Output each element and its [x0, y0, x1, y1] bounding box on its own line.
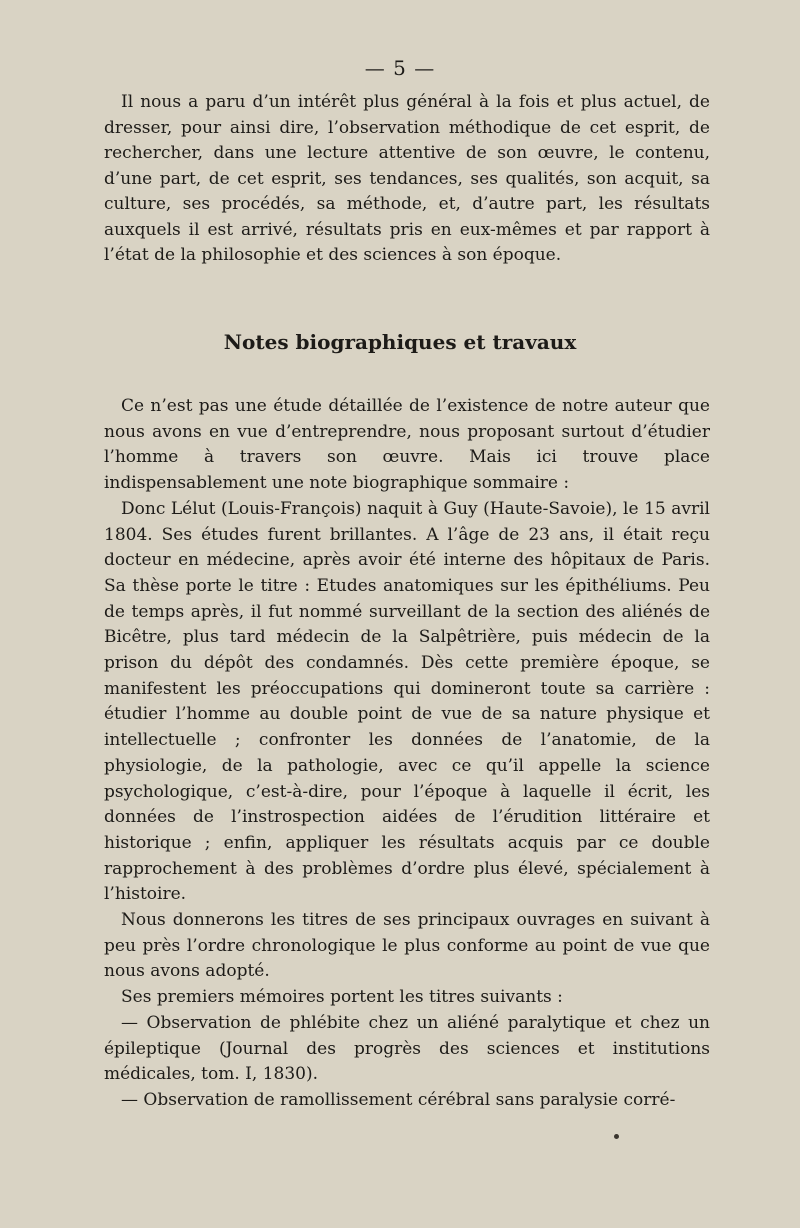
paragraph: — Observation de phlébite chez un aliéné paralytique et chez un épileptique (Journal des progrès des sciences et institutions médicales, tom. I, 1830).: [104, 1012, 710, 1085]
paragraph: Il nous a paru d’un intérêt plus général à la fois et plus actuel, de dresser, pour ainsi dire, l’observation méthodique de cet esprit, de rechercher, dans une lecture attentive de son œuvre, le contenu, d’une part, de cet esprit, ses tendances, ses qualités, son acquit, sa culture, ses procédés, sa méthode, et, d’autre part, les résultats auxquels il est arrivé, résultats pris en eux-mêmes et par rapport à l’état de la philosophie et des sciences à son époque.: [104, 92, 710, 265]
paragraph: — Observation de ramollissement cérébral sans paralysie corré-: [121, 1089, 676, 1110]
paragraph: Ce n’est pas une étude détaillée de l’existence de notre auteur que nous avons en vue d’entreprendre, nous proposant surtout d’étudier l’homme à travers son œuvre. Mais ici trouve place indispensablement une note biographique sommaire :: [104, 396, 710, 494]
page-number: — 5 —: [364, 56, 436, 80]
ink-dot: [614, 1134, 619, 1139]
body-text: [104, 394, 710, 1114]
paragraph: Ses premiers mémoires portent les titres suivants :: [121, 987, 563, 1008]
paragraph: Nous donnerons les titres de ses principaux ouvrages en suivant à peu près l’ordre chronologique le plus conforme au point de vue que nous avons adopté.: [104, 910, 710, 982]
intro-text: [104, 90, 710, 269]
section-title: Notes biographiques et travaux: [223, 330, 577, 354]
paragraph: Donc Lélut (Louis-François) naquit à Guy (Haute-Savoie), le 15 avril 1804. Ses études furent brillantes. A l’âge de 23 ans, il était reçu docteur en médecine, après avoir été interne des hôpitaux de Paris. Sa thèse porte le titre : Etudes anatomiques sur les épithéliums. Peu de temps après, il fut nommé surveillant de la section des aliénés de Bicêtre, plus tard médecin de la Salpêtrière, puis médecin de la prison du dépôt des condamnés. Dès cette première époque, se manifestent les préoccupations qui domineront toute sa carrière : étudier l’homme au double point de vue de sa nature physique et intellectuelle ; confronter les données de l’anatomie, de la physiologie, de la pathologie, avec ce qu’il appelle la science psychologique, c’est-à-dire, pour l’époque à laquelle il écrit, les données de l’instrospection aidées de l’érudition littéraire et historique ; enfin, appliquer les résultats acquis par ce double rapprochement à des problèmes d’ordre plus élevé, spécialement à l’histoire.: [104, 498, 710, 905]
